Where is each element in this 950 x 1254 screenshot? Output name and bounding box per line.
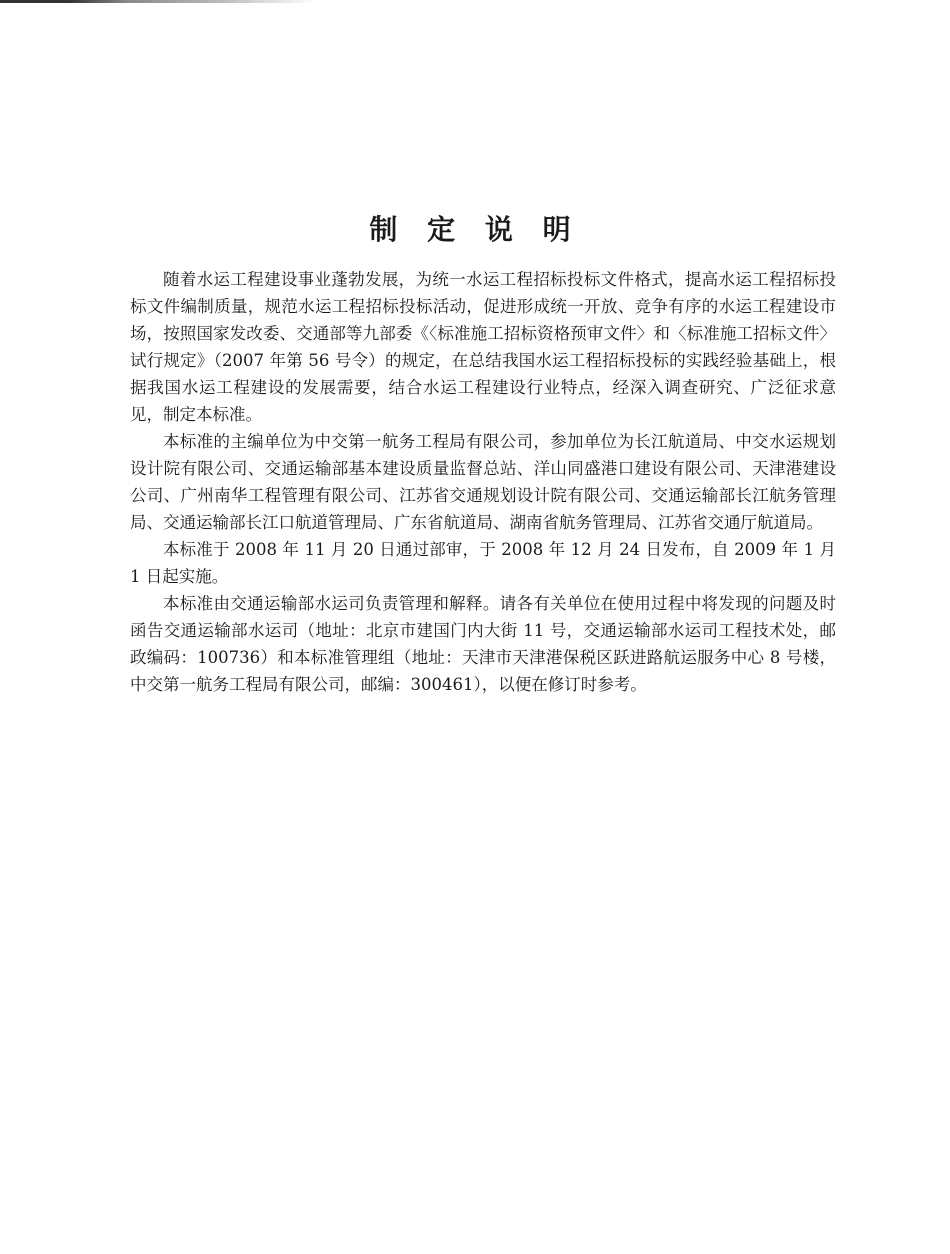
paragraph-dates: 本标准于 2008 年 11 月 20 日通过部审，于 2008 年 12 月 24 日发布，自 2009 年 1 月 1 日起实施。 [130,540,836,586]
document-body [130,266,836,698]
page-title: 制 定 说 明 [369,213,581,246]
paragraph-management: 本标准由交通运输部水运司负责管理和解释。请各有关单位在使用过程中将发现的问题及时函告交通运输部水运司（地址：北京市建国门内大街 11 号，交通运输部水运司工程技术处，邮政编码：100736）和本标准管理组（地址：天津市天津港保税区跃进路航运服务中心 8 号楼，中交第一航务工程局有限公司，邮编：300461），以便在修订时参考。 [130,594,836,694]
paragraph-purpose: 随着水运工程建设事业蓬勃发展，为统一水运工程招标投标文件格式，提高水运工程招标投标文件编制质量，规范水运工程招标投标活动，促进形成统一开放、竞争有序的水运工程建设市场，按照国家发改委、交通部等九部委《〈标准施工招标资格预审文件〉和〈标准施工招标文件〉试行规定》（2007 年第 56 号令）的规定，在总结我国水运工程招标投标的实践经验基础上，根据我国水运工程建设的发展需要，结合水运工程建设行业特点，经深入调查研究、广泛征求意见，制定本标准。 [130,270,836,424]
scan-edge-line [0,0,316,3]
paragraph-units: 本标准的主编单位为中交第一航务工程局有限公司，参加单位为长江航道局、中交水运规划设计院有限公司、交通运输部基本建设质量监督总站、洋山同盛港口建设有限公司、天津港建设公司、广州南华工程管理有限公司、江苏省交通规划设计院有限公司、交通运输部长江航务管理局、交通运输部长江口航道管理局、广东省航道局、湖南省航务管理局、江苏省交通厅航道局。 [130,432,836,532]
